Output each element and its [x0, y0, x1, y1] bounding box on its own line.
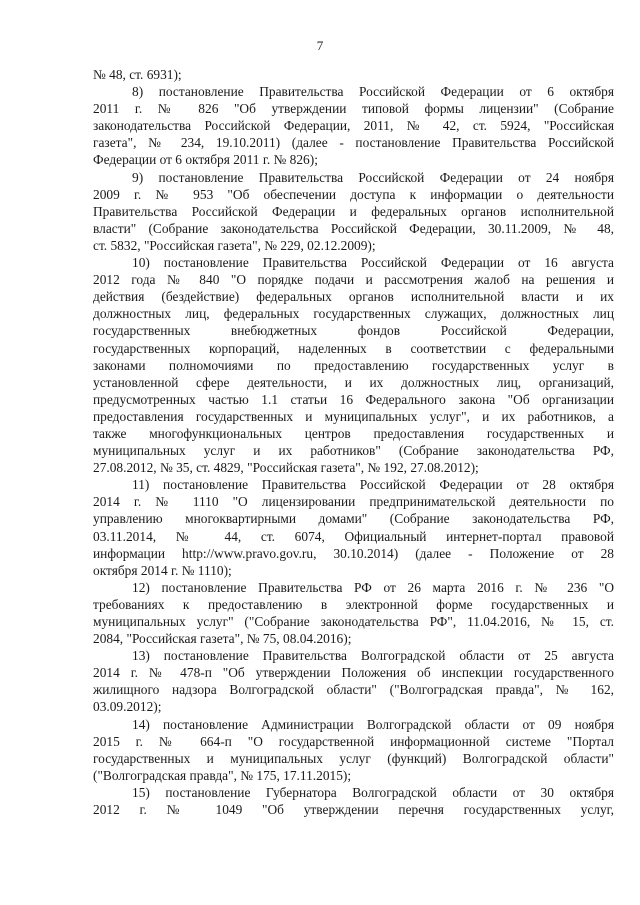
text-line: 2014 г. № 1110 "О лицензировании предпринимательской деятельности по: [93, 494, 614, 510]
text-line: законами полномочиями по предоставлению государственных услуг в: [93, 357, 614, 373]
text-line: 03.11.2014, № 44, ст. 6074, Официальный интернет-портал правовой: [93, 528, 614, 544]
text-line: государственных внебюджетных фондов Российской Федерации,: [93, 323, 614, 339]
text-line: 27.08.2012, № 35, ст. 4829, "Российская газета", № 192, 27.08.2012);: [93, 460, 479, 476]
text-line: должностных лиц, федеральных государственных служащих, должностных лиц: [93, 306, 614, 322]
text-line: жилищного надзора Волгоградской области" ("Волгоградская правда", № 162,: [93, 682, 614, 698]
text-line: 2012 г. № 1049 "Об утверждении перечня государственных услуг,: [93, 802, 614, 818]
text-line: установленной сфере деятельности, и их должностных лиц, организаций,: [93, 374, 614, 390]
text-line: 2084, "Российская газета", № 75, 08.04.2016);: [93, 631, 352, 647]
text-line: 15) постановление Губернатора Волгоградской области от 30 октября: [132, 784, 614, 800]
text-line: октября 2014 г. № 1110);: [93, 562, 232, 578]
text-line: государственных корпораций, наделенных в соответствии с федеральными: [93, 340, 614, 356]
text-line: ст. 5832, "Российская газета", № 229, 02.12.2009);: [93, 237, 376, 253]
text-line: 2015 г. № 664-п "О государственной информационной системе "Портал: [93, 733, 614, 749]
text-line: 2014 г. № 478-п "Об утверждении Положения об инспекции государственного: [93, 665, 614, 681]
text-line: муниципальных услуг" ("Собрание законодательства РФ", 11.04.2016, № 15, ст.: [93, 614, 614, 629]
text-line: информации http://www.pravo.gov.ru, 30.10.2014) (далее - Положение от 28: [93, 545, 614, 561]
text-line: власти" (Собрание законодательства Российской Федерации, 30.11.2009, № 48,: [93, 220, 614, 236]
text-line: 12) постановление Правительства РФ от 26 марта 2016 г. № 236 "О: [132, 579, 614, 595]
text-line: Правительства Российской Федерации и федеральных органов исполнительной: [93, 203, 614, 219]
text-line: 11) постановление Правительства Российской Федерации от 28 октября: [132, 477, 614, 493]
text-line: предоставления государственных и муниципальных услуг", и их работников, а: [93, 408, 614, 424]
text-line: законодательства Российской Федерации, 2011, № 42, ст. 5924, "Российская: [93, 118, 614, 134]
text-line: газета", № 234, 19.10.2011) (далее - постановление Правительства Российской: [93, 135, 614, 151]
text-line: 9) постановление Правительства Российской Федерации от 24 ноября: [132, 169, 614, 185]
text-line: 8) постановление Правительства Российской Федерации от 6 октября: [132, 84, 614, 100]
text-line: 2012 года № 840 "О порядке подачи и рассмотрения жалоб на решения и: [93, 272, 614, 288]
text-line: 2009 г. № 953 "Об обеспечении доступа к информации о деятельности: [93, 186, 614, 202]
page-number: 7: [316, 38, 324, 53]
text-line: муниципальных услуг и их работников" (Собрание законодательства РФ,: [93, 443, 614, 459]
text-line: предусмотренных частью 1.1 статьи 16 Федерального закона "Об организации: [93, 391, 614, 407]
text-line: 03.09.2012);: [93, 699, 162, 715]
text-line: Федерации от 6 октября 2011 г. № 826);: [93, 152, 318, 168]
text-line: государственных и муниципальных услуг (функций) Волгоградской области": [93, 750, 614, 766]
text-line: 10) постановление Правительства Российской Федерации от 16 августа: [132, 255, 614, 271]
text-line: требованиях к предоставлению в электронной форме государственных и: [93, 596, 614, 612]
text-line: действия (бездействие) федеральных органов исполнительной власти и их: [93, 289, 614, 305]
text-line: № 48, ст. 6931);: [93, 67, 182, 82]
document-body: [93, 66, 614, 818]
text-line: также многофункциональных центров предоставления государственных и: [93, 425, 614, 441]
text-line: ("Волгоградская правда", № 175, 17.11.2015);: [93, 767, 352, 783]
text-line: 2011 г. № 826 "Об утверждении типовой формы лицензии" (Собрание: [93, 101, 614, 117]
text-line: 13) постановление Правительства Волгоградской области от 25 августа: [132, 648, 614, 664]
text-line: 14) постановление Администрации Волгоградской области от 09 ноября: [132, 716, 614, 732]
text-line: управлению многоквартирными домами" (Собрание законодательства РФ,: [93, 511, 614, 527]
